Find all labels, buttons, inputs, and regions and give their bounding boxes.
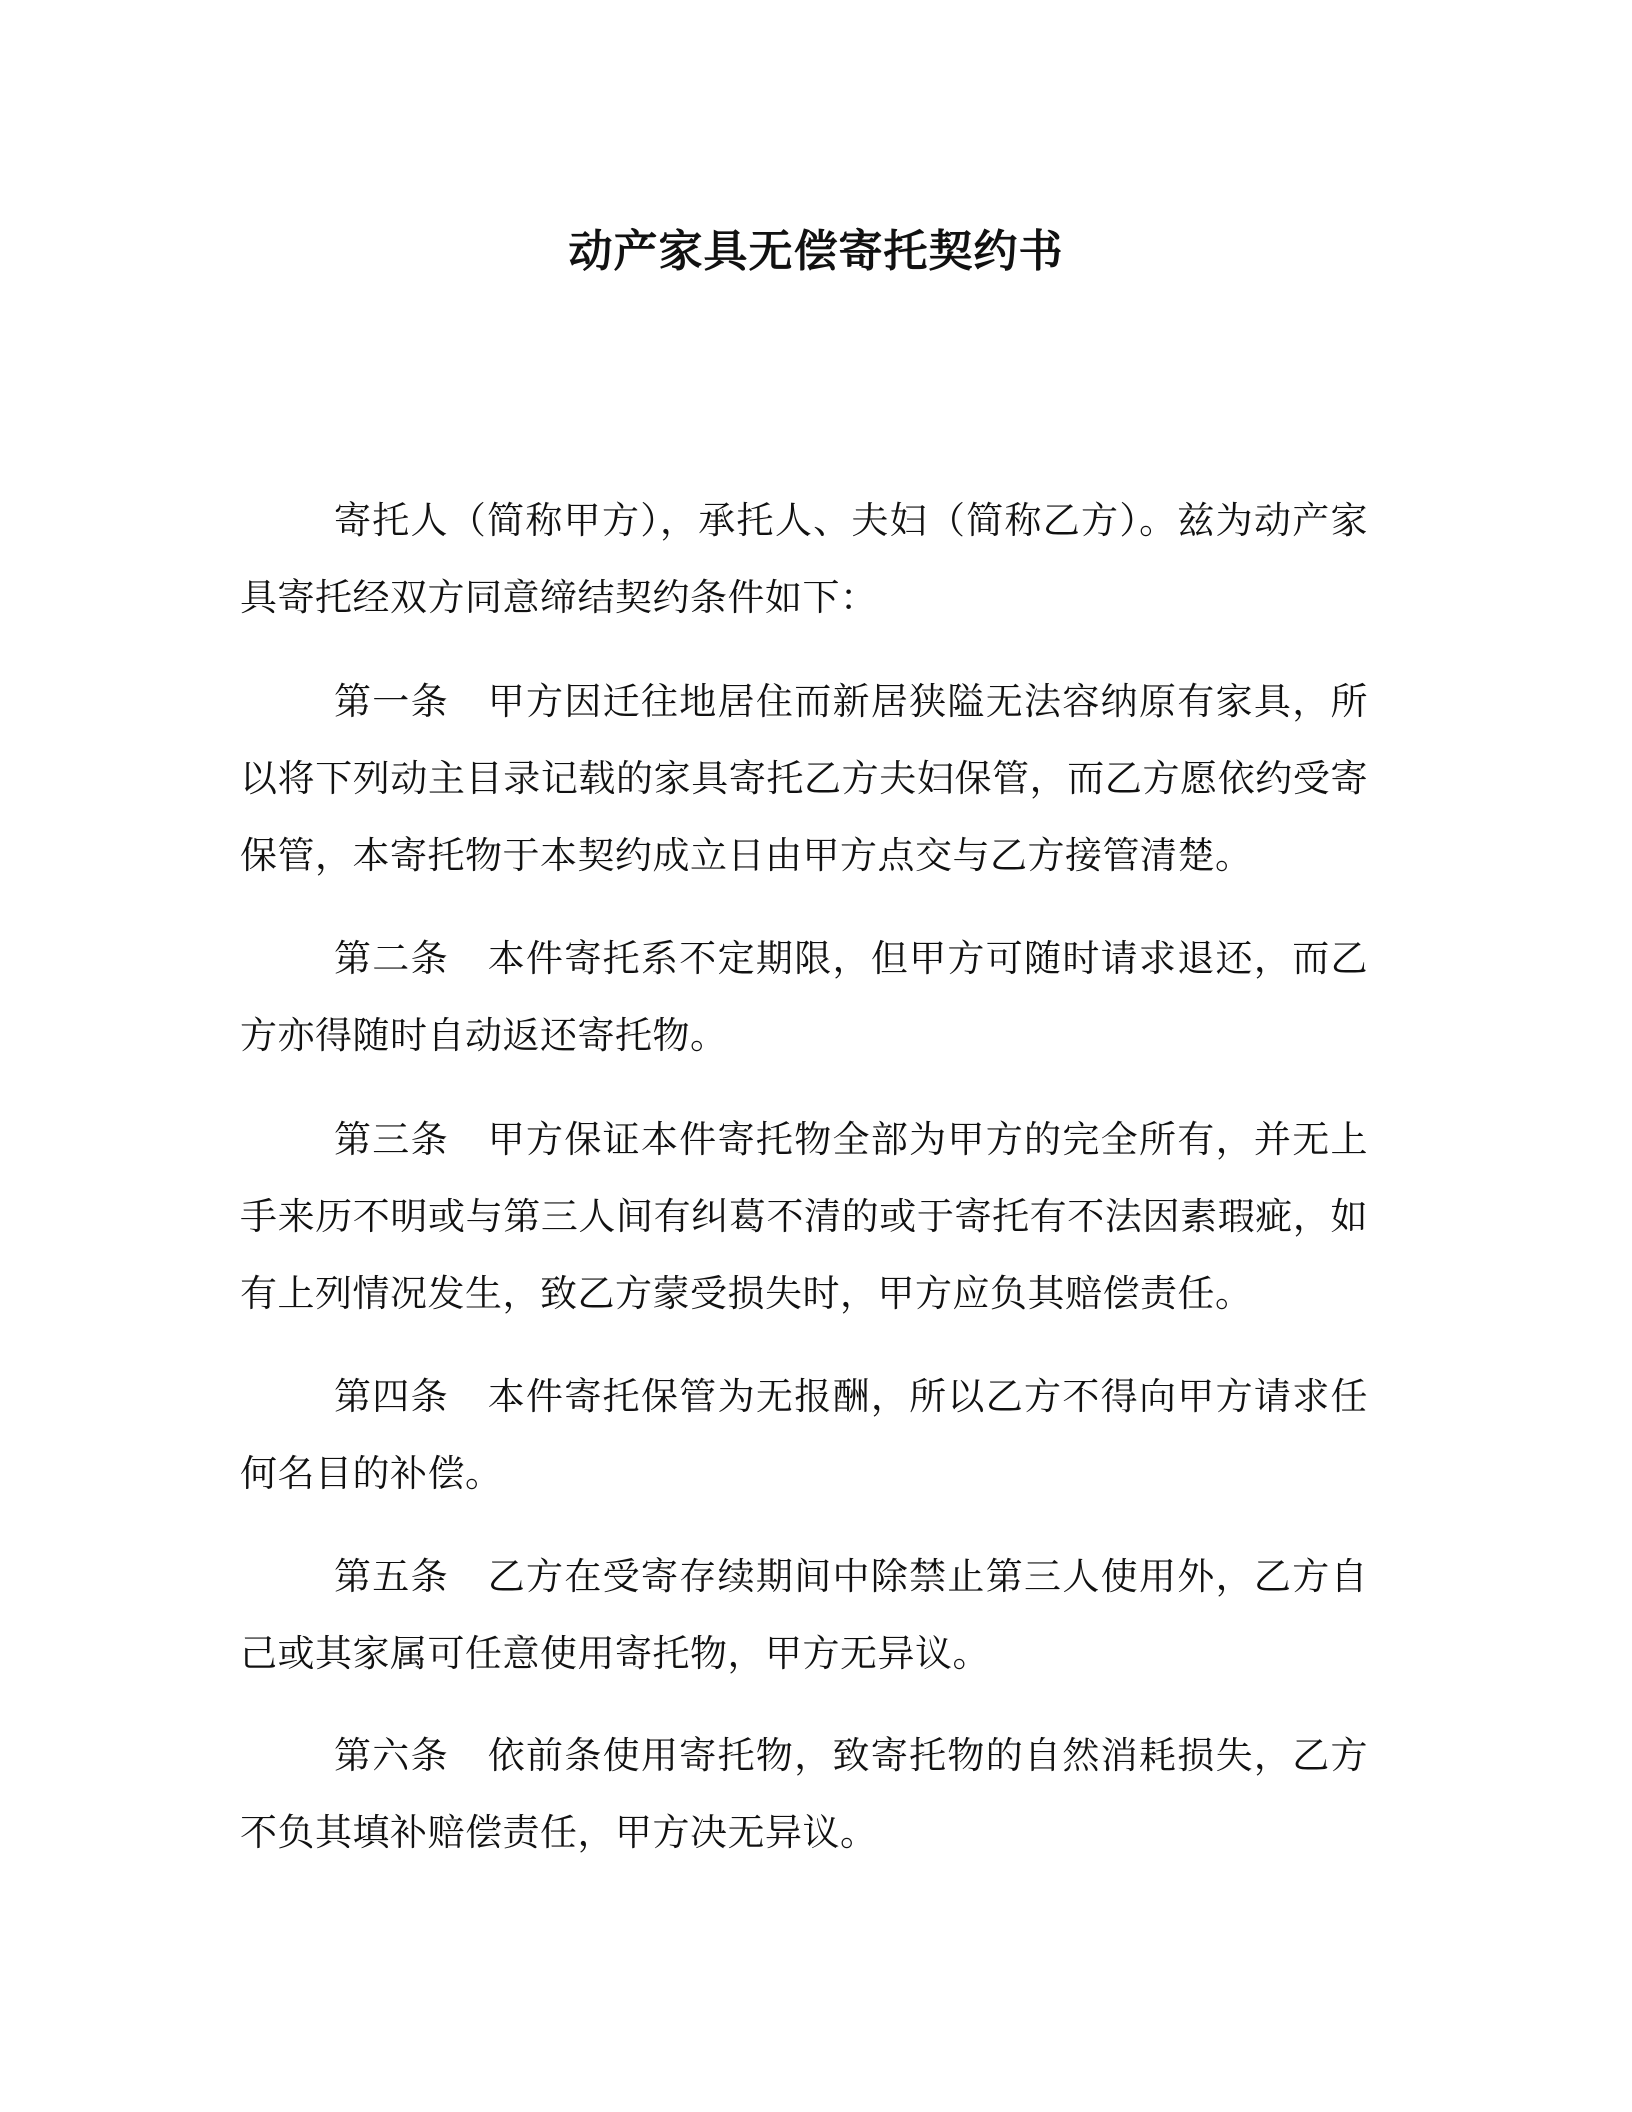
article-text: 本件寄托系不定期限，但甲方可随时请求退还，而乙方亦得随时自动返还寄托物。 xyxy=(240,937,1369,1057)
article-text: 乙方在受寄存续期间中除禁止第三人使用外，乙方自己或其家属可任意使用寄托物，甲方无异议。 xyxy=(240,1555,1369,1675)
article-6 xyxy=(240,1717,1368,1871)
article-4 xyxy=(240,1358,1368,1512)
article-1 xyxy=(240,663,1368,894)
article-label: 第五条 xyxy=(334,1555,449,1598)
article-5 xyxy=(240,1538,1368,1692)
article-text: 本件寄托保管为无报酬，所以乙方不得向甲方请求任何名目的补偿。 xyxy=(240,1375,1369,1495)
article-text: 甲方因迁往地居住而新居狭隘无法容纳原有家具，所以将下列动主目录记载的家具寄托乙方夫妇保管，而乙方愿依约受寄保管，本寄托物于本契约成立日由甲方点交与乙方接管清楚。 xyxy=(240,680,1369,877)
article-label: 第六条 xyxy=(334,1734,449,1777)
article-text: 依前条使用寄托物，致寄托物的自然消耗损失，乙方不负其填补赔偿责任，甲方决无异议。 xyxy=(240,1734,1369,1854)
article-label: 第三条 xyxy=(334,1118,449,1161)
article-text: 甲方保证本件寄托物全部为甲方的完全所有，并无上手来历不明或与第三人间有纠葛不清的或于寄托有不法因素瑕疵，如有上列情况发生，致乙方蒙受损失时，甲方应负其赔偿责任。 xyxy=(240,1118,1369,1315)
document-title: 动产家具无偿寄托契约书 xyxy=(568,226,1064,277)
article-label: 第二条 xyxy=(334,937,449,980)
article-label: 第四条 xyxy=(334,1375,449,1418)
article-2 xyxy=(240,920,1368,1074)
intro-paragraph: 寄托人（简称甲方），承托人、夫妇（简称乙方）。兹为动产家具寄托经双方同意缔结契约条件如下： xyxy=(240,499,1368,619)
article-label: 第一条 xyxy=(334,680,449,723)
article-3 xyxy=(240,1101,1368,1332)
